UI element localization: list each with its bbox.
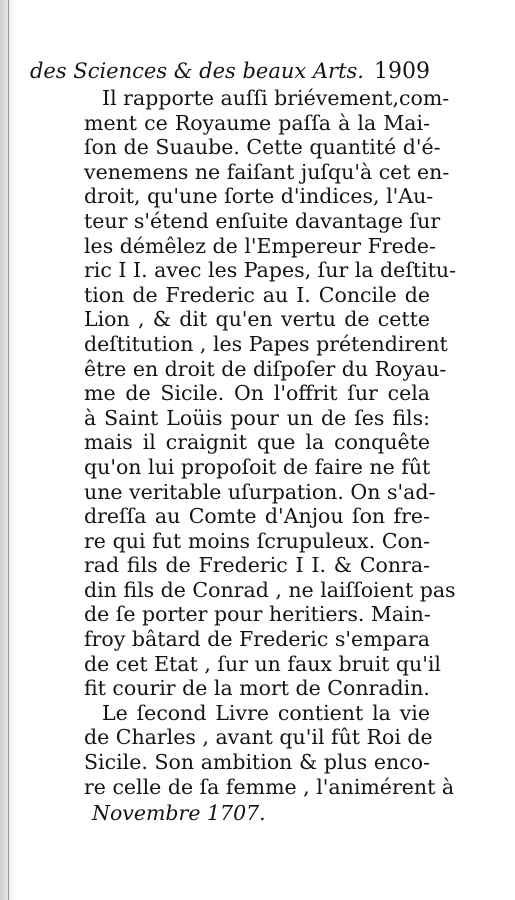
text-line: teur s'étend enſuite davantage ſur: [84, 208, 441, 233]
text-line: de Charles , avant qu'il fût Roi de: [84, 725, 433, 750]
text-line: une veritable uſurpation. On s'ad-: [84, 479, 436, 504]
running-head: [29, 56, 430, 86]
text-line: tion de Frederic au I. Concile de: [84, 282, 430, 307]
text-line: fit courir de la mort de Conradin.: [84, 676, 430, 701]
text-line: Le ſecond Livre contient la vie: [102, 700, 430, 725]
text-line: froy bâtard de Frederic s'empara: [84, 627, 430, 652]
text-line: mais il craignit que la conquête: [84, 430, 430, 455]
page-binding-edge: [0, 0, 14, 900]
text-line: ric I I. avec les Papes, ſur la deſtitu-: [84, 258, 457, 283]
text-line: qu'on lui propoſoit de faire ne fût: [84, 454, 431, 479]
text-line: me de Sicile. On l'offrit ſur cela: [84, 381, 430, 406]
text-line: droit, qu'une ſorte d'indices, l'Au-: [84, 184, 434, 209]
issue-date-footer: Novembre 1707.: [92, 801, 266, 826]
paragraph-2: [84, 700, 455, 799]
text-line: din fils de Conrad , ne laiſſoient pas: [84, 577, 456, 602]
text-line: re qui fut moins ſcrupuleux. Con-: [84, 528, 430, 553]
text-line: à Saint Loüis pour un de ſes fils:: [84, 405, 430, 430]
text-line: rad fils de Frederic I I. & Conra-: [84, 553, 430, 578]
page-text-block: [29, 56, 457, 827]
text-line: de ſe porter pour heritiers. Main-: [84, 602, 431, 627]
text-line: Il rapporte auſſi briévement,com-: [102, 86, 450, 110]
text-line: être en droit de diſpoſer du Royau-: [84, 356, 447, 381]
text-line: Sicile. Son ambition & plus enco-: [84, 750, 430, 775]
running-title: des Sciences & des beaux Arts.: [29, 59, 364, 83]
text-line: venemens ne faiſant juſqu'à cet en-: [84, 159, 450, 184]
text-line: deſtitution , les Papes prétendirent: [84, 331, 448, 356]
text-line: dreſſa au Comte d'Anjou ſon fre-: [84, 504, 430, 529]
paragraph-1: [84, 86, 457, 701]
text-line: les démêlez de l'Empereur Frede-: [84, 233, 436, 258]
text-line: de cet Etat , ſur un faux bruit qu'il: [84, 651, 441, 676]
text-line: ment ce Royaume paſſa à la Mai-: [84, 110, 430, 135]
page-number: 1909: [374, 59, 430, 84]
text-line: Lion , & dit qu'en vertu de cette: [84, 307, 430, 332]
text-line: ſon de Suaube. Cette quantité d'é-: [84, 135, 441, 160]
text-line: re celle de ſa femme , l'animérent à: [84, 774, 455, 799]
page-binding-line: [8, 0, 9, 900]
